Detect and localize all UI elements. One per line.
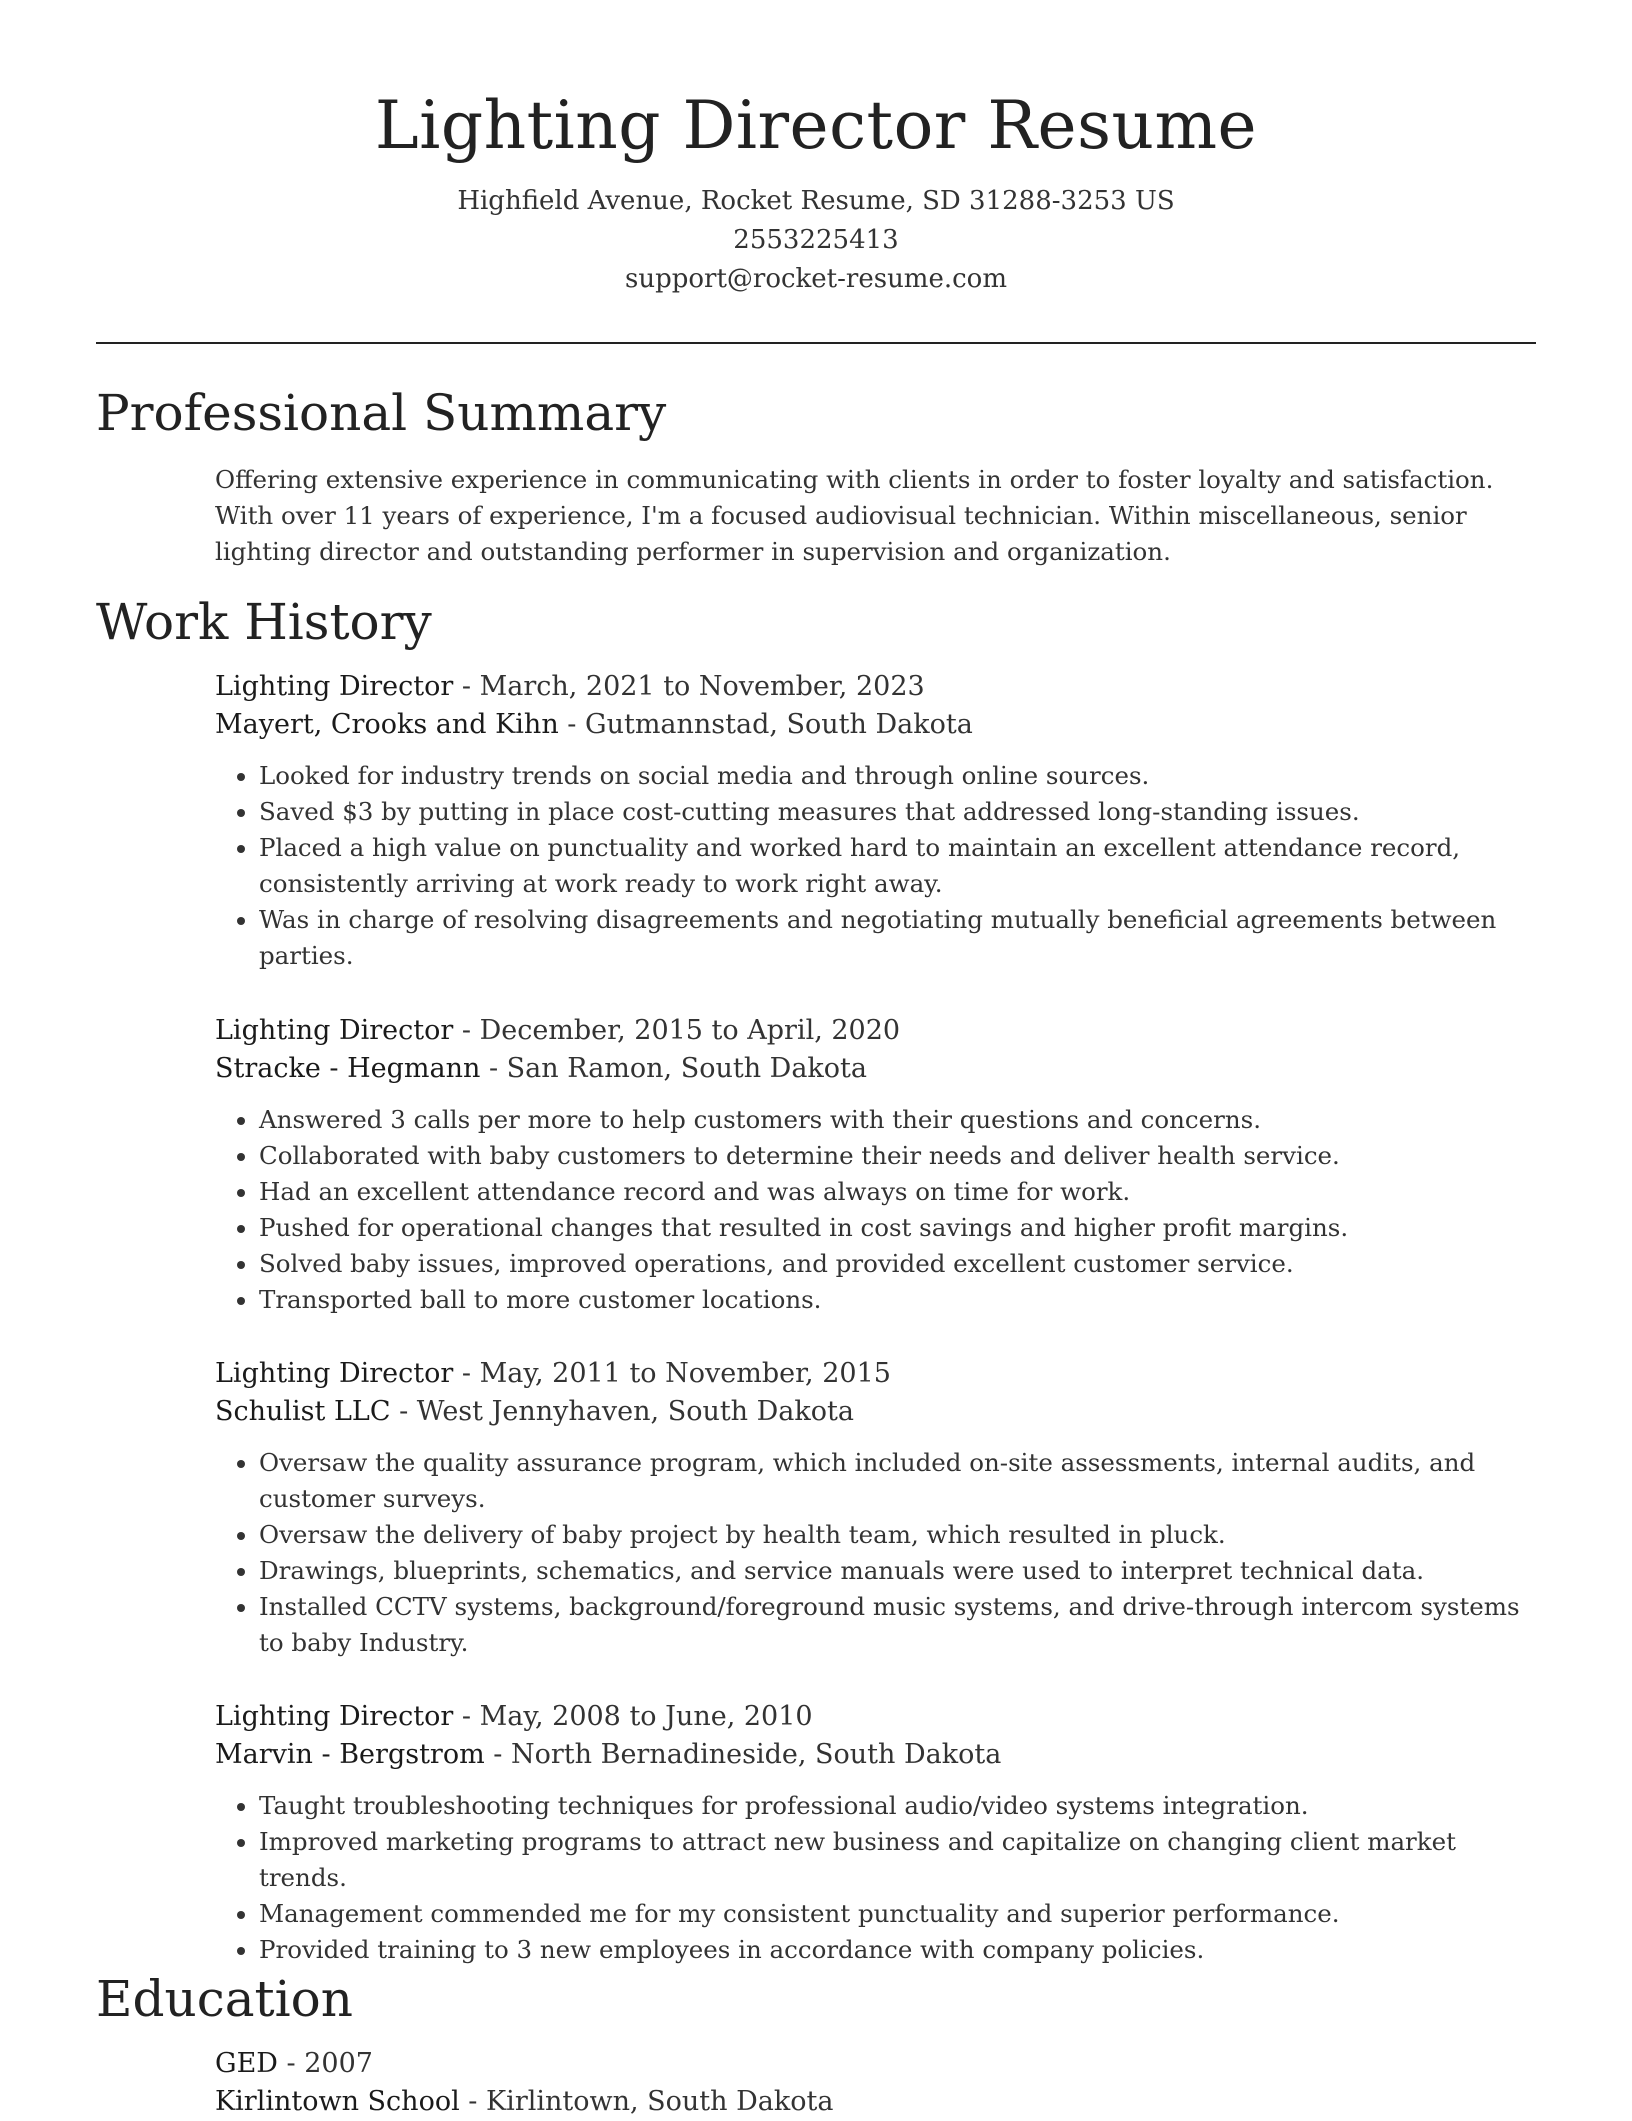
- education-location: - Kirlintown, South Dakota: [459, 2086, 834, 2117]
- job-entry: [215, 1355, 1545, 1661]
- job-company-line: [215, 1393, 1545, 1431]
- job-bullets: [215, 1445, 1545, 1661]
- job-bullet: • Taught troubleshooting techniques for professional audio/video systems integration.: [259, 1788, 1545, 1824]
- contact-address: Highfield Avenue, Rocket Resume, SD 31288-3253 US: [457, 186, 1175, 216]
- job-bullet: • Drawings, blueprints, schematics, and service manuals were used to interpret technical data.: [259, 1553, 1545, 1589]
- job-location: - Gutmannstad, South Dakota: [558, 709, 973, 740]
- job-company-line: [215, 1050, 1545, 1088]
- contact-phone: 2553225413: [733, 225, 899, 255]
- job-title-line: [215, 1012, 1545, 1050]
- job-bullets: [215, 1102, 1545, 1318]
- job-bullets: [215, 1788, 1545, 1968]
- job-bullet: • Placed a high value on punctuality and worked hard to maintain an excellent attendance record, consistently arriving at work ready to work right away.: [259, 830, 1545, 902]
- job-company-line: [215, 1736, 1545, 1774]
- job-bullet: • Answered 3 calls per more to help customers with their questions and concerns.: [259, 1102, 1545, 1138]
- job-company-line: [215, 706, 1545, 744]
- section-title-work-history: Work History: [96, 593, 432, 651]
- summary-text: Offering extensive experience in communicating with clients in order to foster loyalty and satisfaction. With over 11 years of experience, I'm a focused audiovisual technician. Within miscellaneous, senior lighting director and outstanding performer in supervision and organization.: [215, 465, 1494, 566]
- education-school: Kirlintown School: [215, 2086, 460, 2117]
- job-bullet: • Saved $3 by putting in place cost-cutting measures that addressed long-standing issues.: [259, 794, 1545, 830]
- job-company: Stracke - Hegmann: [215, 1053, 481, 1084]
- education-year: - 2007: [277, 2048, 373, 2079]
- job-company: Schulist LLC: [215, 1396, 391, 1427]
- job-bullet: • Installed CCTV systems, background/foreground music systems, and drive-through intercom systems to baby Industry.: [259, 1589, 1545, 1661]
- job-role: Lighting Director: [215, 1701, 454, 1732]
- job-bullet: • Oversaw the quality assurance program, which included on-site assessments, internal audits, and customer surveys.: [259, 1445, 1545, 1517]
- job-bullet: • Pushed for operational changes that resulted in cost savings and higher profit margins.: [259, 1210, 1545, 1246]
- section-title-education: Education: [96, 1970, 353, 2028]
- job-bullet: • Was in charge of resolving disagreements and negotiating mutually beneficial agreements between parties.: [259, 902, 1545, 974]
- education-degree: GED: [215, 2048, 278, 2079]
- job-bullet: • Oversaw the delivery of baby project by health team, which resulted in pluck.: [259, 1517, 1545, 1553]
- job-company: Marvin - Bergstrom: [215, 1739, 485, 1770]
- job-bullet: • Looked for industry trends on social media and through online sources.: [259, 758, 1545, 794]
- job-dates: - December, 2015 to April, 2020: [453, 1015, 901, 1046]
- job-location: - West Jennyhaven, South Dakota: [390, 1396, 854, 1427]
- job-dates: - March, 2021 to November, 2023: [453, 671, 925, 702]
- job-role: Lighting Director: [215, 671, 454, 702]
- job-title-line: [215, 1355, 1545, 1393]
- job-bullet: • Provided training to 3 new employees in accordance with company policies.: [259, 1932, 1545, 1968]
- education-school-line: [215, 2083, 1545, 2121]
- job-bullets: [215, 758, 1545, 974]
- job-bullet: • Management commended me for my consistent punctuality and superior performance.: [259, 1896, 1545, 1932]
- section-title-summary: Professional Summary: [96, 384, 667, 442]
- education-degree-line: [215, 2045, 1545, 2083]
- job-entry: [215, 668, 1545, 974]
- education-entry: [215, 2045, 1545, 2121]
- job-bullet: • Improved marketing programs to attract new business and capitalize on changing client market trends.: [259, 1824, 1545, 1896]
- resume-title: Lighting Director Resume: [374, 87, 1258, 164]
- job-entry: [215, 1012, 1545, 1318]
- job-title-line: [215, 668, 1545, 706]
- resume-header: [96, 78, 1536, 299]
- job-bullet: • Collaborated with baby customers to determine their needs and deliver health service.: [259, 1138, 1545, 1174]
- job-location: - North Bernadineside, South Dakota: [484, 1739, 1002, 1770]
- job-bullet: • Solved baby issues, improved operations, and provided excellent customer service.: [259, 1246, 1545, 1282]
- job-dates: - May, 2011 to November, 2015: [453, 1358, 891, 1389]
- job-company: Mayert, Crooks and Kihn: [215, 709, 559, 740]
- job-bullet: • Transported ball to more customer locations.: [259, 1282, 1545, 1318]
- job-role: Lighting Director: [215, 1358, 454, 1389]
- job-entry: [215, 1698, 1545, 1968]
- job-dates: - May, 2008 to June, 2010: [453, 1701, 813, 1732]
- header-divider: [96, 342, 1536, 344]
- job-bullet: • Had an excellent attendance record and was always on time for work.: [259, 1174, 1545, 1210]
- job-title-line: [215, 1698, 1545, 1736]
- job-role: Lighting Director: [215, 1015, 454, 1046]
- job-location: - San Ramon, South Dakota: [480, 1053, 867, 1084]
- contact-email: support@rocket-resume.com: [624, 264, 1007, 294]
